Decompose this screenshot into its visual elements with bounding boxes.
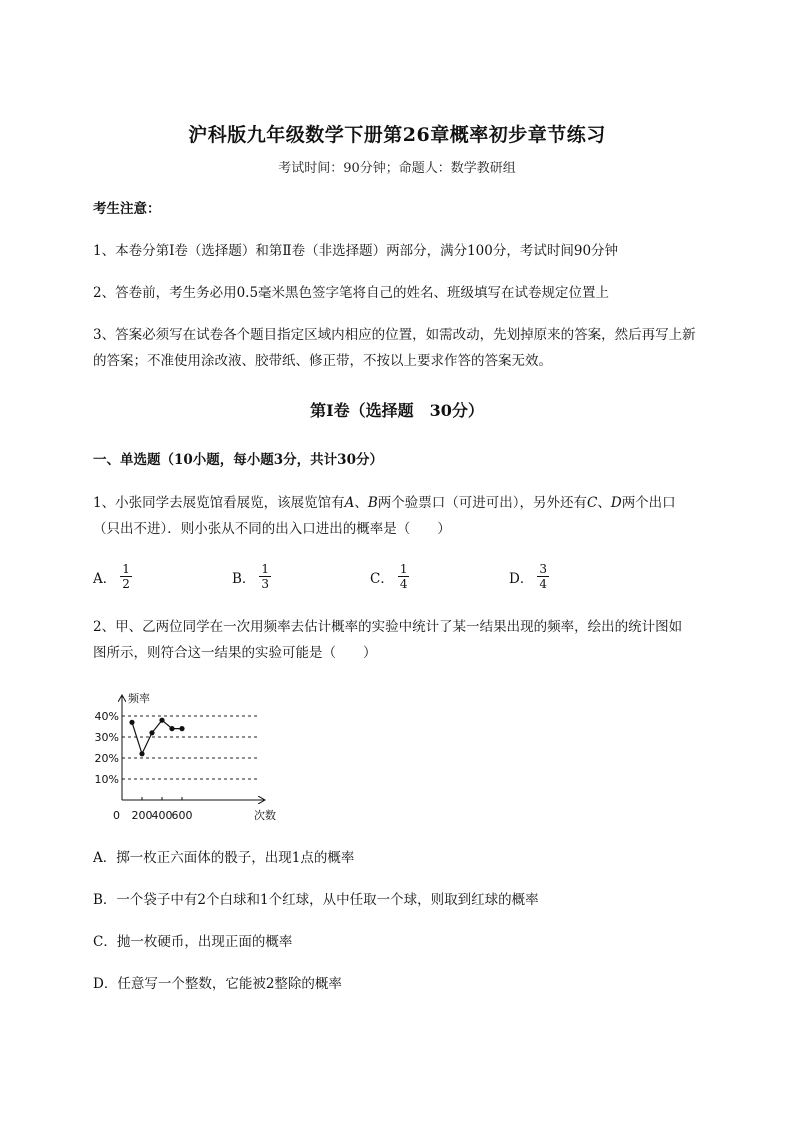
section-title: 第I卷（选择题 30分） bbox=[310, 401, 484, 420]
data-point-2 bbox=[149, 730, 154, 735]
q2-option-a[interactable]: A．掷一枚正六面体的骰子，出现1点的概率 bbox=[93, 850, 355, 866]
fraction: $\frac{1}{2}$ bbox=[122, 562, 130, 591]
notice-heading: 考生注意： bbox=[93, 201, 161, 217]
notice-item-3: 3、答案必须写在试卷各个题目指定区域内相应的位置，如需改动，先划掉原来的答案，然后再写上新 bbox=[93, 327, 696, 343]
series-line bbox=[132, 720, 182, 754]
part-heading: 一、单选题（10小题，每小题3分，共计30分） bbox=[93, 452, 383, 468]
question-1-line-1: 1、小张同学去展览馆看展览，该展览馆有A、B两个验票口（可进可出），另外还有C、D两个出口 bbox=[93, 495, 676, 511]
notice-item-2: 2、答卷前，考生务必用0.5毫米黑色签字笔将自己的姓名、班级填写在试卷规定位置上 bbox=[93, 285, 610, 301]
x-tick-label: 0 bbox=[113, 809, 120, 822]
data-point-3 bbox=[159, 718, 164, 723]
frequency-line-chart bbox=[88, 688, 298, 828]
x-tick-label: 200 bbox=[131, 809, 153, 822]
y-tick-label: 10% bbox=[94, 773, 119, 786]
y-tick-label: 20% bbox=[94, 752, 119, 765]
q1-option-a[interactable]: A． $\frac{1}{2}$ bbox=[93, 562, 130, 591]
q1-option-c[interactable]: C． $\frac{1}{4}$ bbox=[370, 562, 408, 591]
x-axis-label: 次数 bbox=[254, 809, 276, 822]
notice-item-3-cont: 的答案；不准使用涂改液、胶带纸、修正带，不按以上要求作答的答案无效。 bbox=[93, 353, 552, 369]
question-2-line-1: 2、甲、乙两位同学在一次用频率去估计概率的实验中统计了某一结果出现的频率，绘出的统计图如 bbox=[93, 619, 683, 635]
exam-info: 考试时间：90分钟；命题人：数学教研组 bbox=[278, 161, 516, 176]
notice-item-1: 1、本卷分第I卷（选择题）和第Ⅱ卷（非选择题）两部分，满分100分，考试时间90分钟 bbox=[93, 243, 619, 259]
page-title: 沪科版九年级数学下册第26章概率初步章节练习 bbox=[188, 124, 606, 146]
question-2-line-2: 图所示，则符合这一结果的实验可能是（ ） bbox=[93, 645, 377, 661]
data-point-0 bbox=[129, 720, 134, 725]
q1-option-b[interactable]: B． $\frac{1}{3}$ bbox=[232, 562, 270, 591]
fraction: $\frac{1}{4}$ bbox=[399, 562, 408, 591]
q1-option-d[interactable]: D． $\frac{3}{4}$ bbox=[509, 562, 547, 591]
q2-option-d[interactable]: D．任意写一个整数，它能被2整除的概率 bbox=[93, 976, 342, 992]
data-point-5 bbox=[179, 726, 184, 731]
y-tick-label: 30% bbox=[94, 731, 119, 744]
q2-option-b[interactable]: B．一个袋子中有2个白球和1个红球，从中任取一个球，则取到红球的概率 bbox=[93, 892, 539, 908]
question-1-line-2: （只出不进）．则小张从不同的出入口进出的概率是（ ） bbox=[93, 521, 451, 537]
fraction: $\frac{3}{4}$ bbox=[539, 562, 547, 591]
x-tick-label: 600 bbox=[171, 809, 193, 822]
x-tick-label: 400 bbox=[151, 809, 173, 822]
fraction: $\frac{1}{3}$ bbox=[261, 562, 270, 591]
y-tick-label: 40% bbox=[94, 710, 119, 723]
data-point-4 bbox=[169, 726, 174, 731]
data-point-1 bbox=[139, 751, 144, 756]
q2-option-c[interactable]: C．抛一枚硬币，出现正面的概率 bbox=[93, 934, 293, 950]
y-axis-label: 频率 bbox=[128, 692, 150, 705]
